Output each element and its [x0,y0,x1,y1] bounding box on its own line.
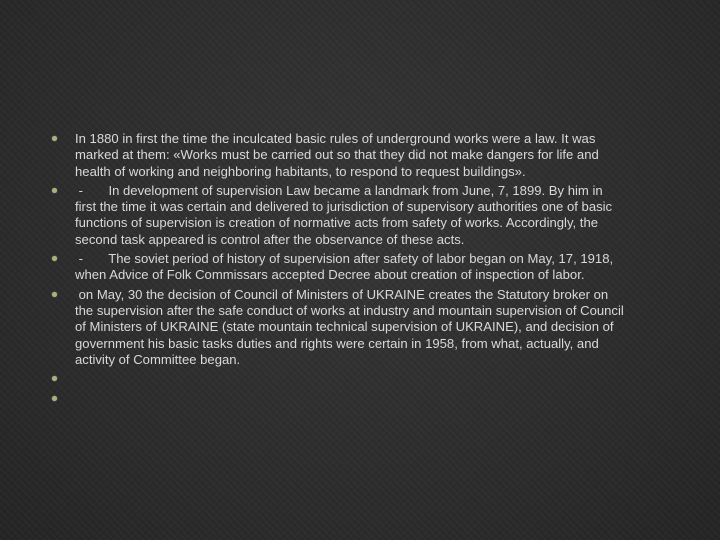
bullet-list [52,131,627,411]
bullet-text: - The soviet period of history of supervision after safety of labor began on May, 17, 1918, when Advice of Folk Commissars accepted Decree about creation of inspection of labor. [75,251,617,283]
bullet-item-empty [52,371,627,388]
bullet-item [52,183,627,248]
bullet-item [52,251,627,284]
bullet-dot-icon [52,188,57,193]
bullet-dot-icon [52,256,57,261]
bullet-text: In 1880 in first the time the inculcated basic rules of underground works were a law. It was marked at them: «Works must be carried out so that they did not make dangers for life and health of working and neighboring habitants, to respond to request buildings». [75,131,603,179]
bullet-text: - In development of supervision Law became a landmark from June, 7, 1899. By him in first the time it was certain and delivered to jurisdiction of supervisory authorities one of basic functions of supervision is creation of normative acts from safety of works. Accordingly, the second task appeared is control after the observance of these acts. [75,182,616,247]
bullet-dot-icon [52,396,57,401]
bullet-text: on May, 30 the decision of Council of Ministers of UKRAINE creates the Statutory broker on the supervision after the safe conduct of works at industry and mountain supervision of Council of Ministers of UKRAINE (state mountain technical supervision of UKRAINE), and decision of government his basic tasks duties and rights were certain in 1958, from what, actually, and activity of Committee began. [75,286,628,367]
bullet-dot-icon [52,292,57,297]
bullet-dot-icon [52,136,57,141]
bullet-item [52,131,627,180]
bullet-item-empty [52,391,627,408]
bullet-item [52,287,627,368]
bullet-dot-icon [52,376,57,381]
